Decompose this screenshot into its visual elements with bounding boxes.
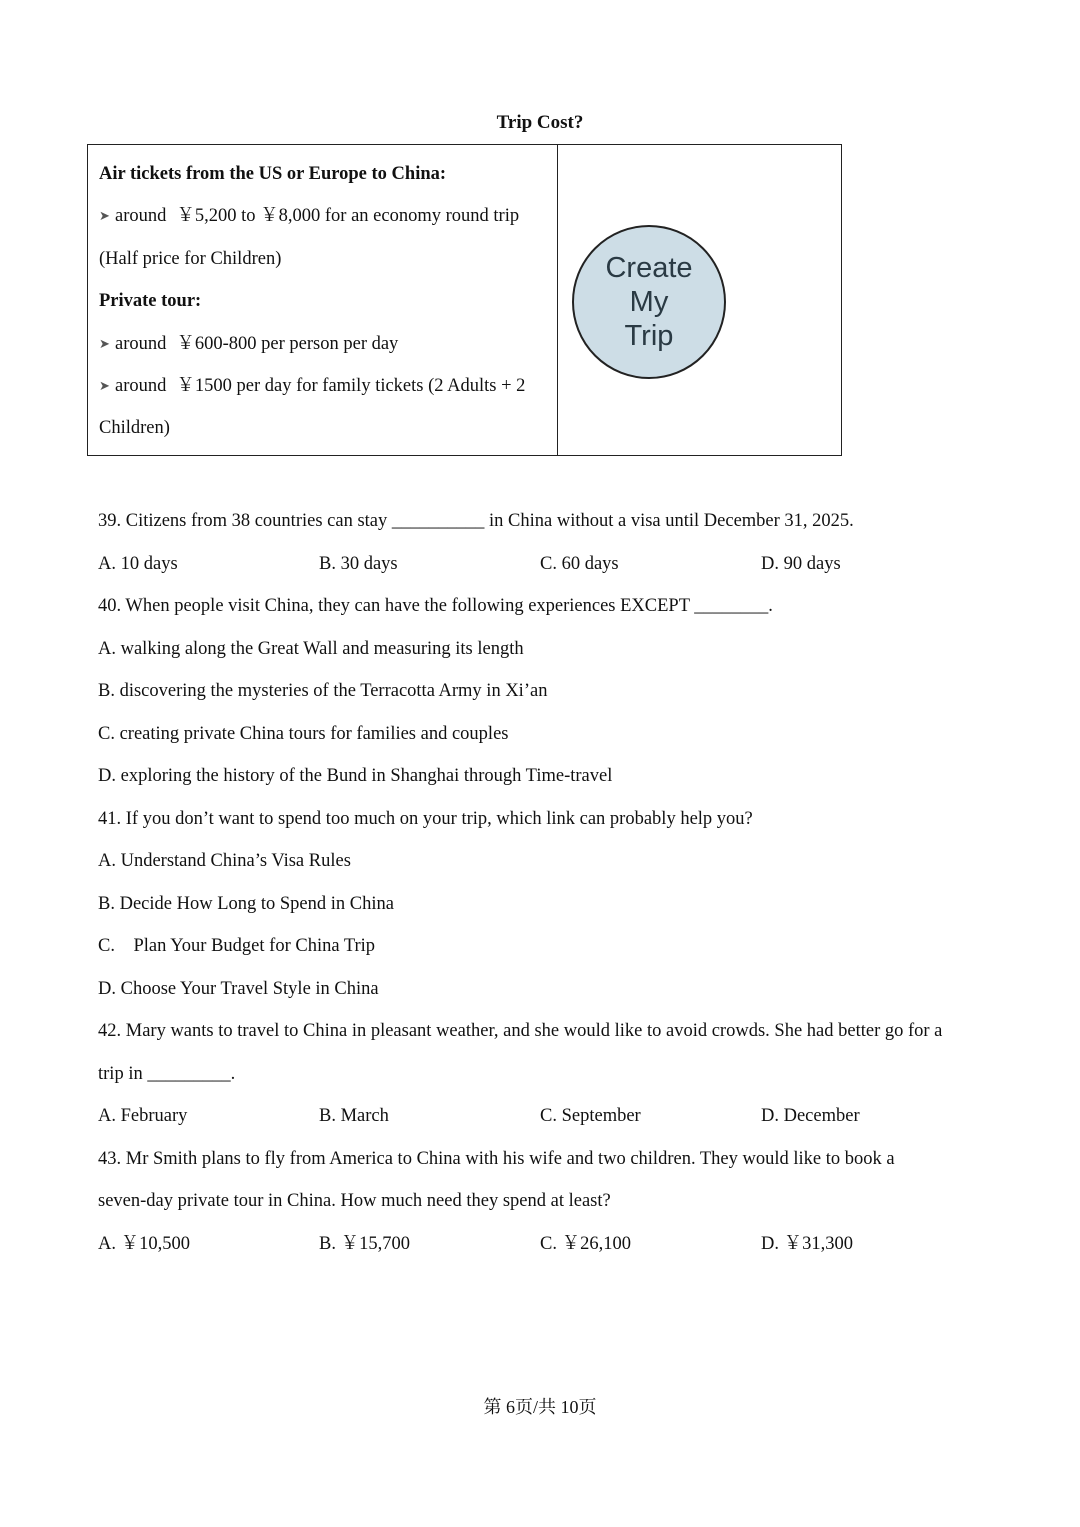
cost-details-cell xyxy=(99,145,554,450)
question-40: 40. When people visit China, they can have the following experiences EXCEPT ________. xyxy=(98,596,773,616)
option-b: B. March xyxy=(319,1106,389,1126)
option-c: C. Plan Your Budget for China Trip xyxy=(98,936,376,956)
option-a: A. February xyxy=(98,1106,188,1126)
private-tour-person-price: ➤ around ￥600-800 per person per day xyxy=(99,323,554,365)
question-41: 41. If you don’t want to spend too much on your trip, which link can probably help you? xyxy=(98,808,753,829)
option-b: B. ￥15,700 xyxy=(319,1233,410,1254)
option-b: B. Decide How Long to Spend in China xyxy=(98,893,394,914)
option-d: D. exploring the history of the Bund in Shanghai through Time-travel xyxy=(98,766,613,786)
option-b: B. 30 days xyxy=(319,553,398,574)
private-tour-family-cont: Children) xyxy=(99,418,170,439)
option-a: A. walking along the Great Wall and measuring its length xyxy=(98,638,524,659)
question-43-line-1: 43. Mr Smith plans to fly from America to China with his wife and two children. They would like to book a xyxy=(98,1148,895,1169)
question-list xyxy=(98,500,998,1265)
private-tour-heading: Private tour: xyxy=(99,291,202,312)
option-d: D. 90 days xyxy=(761,553,841,574)
option-c: C. creating private China tours for families and couples xyxy=(98,723,509,744)
question-42-line-2: trip in _________. xyxy=(98,1063,236,1084)
question-42-options xyxy=(98,1095,998,1138)
page-number: 第 6页/共 10页 xyxy=(483,1397,597,1417)
option-d: D. December xyxy=(761,1106,860,1126)
option-c: C. 60 days xyxy=(540,553,619,574)
air-tickets-heading: Air tickets from the US or Europe to China: xyxy=(99,164,447,184)
air-ticket-child-note: (Half price for Children) xyxy=(99,248,282,269)
question-39: 39. Citizens from 38 countries can stay __________ in China without a visa until December 31, 2025. xyxy=(98,511,854,531)
question-39-options xyxy=(98,543,998,586)
option-d: D. ￥31,300 xyxy=(761,1233,853,1254)
question-43-line-2: seven-day private tour in China. How much need they spend at least? xyxy=(98,1191,611,1211)
arrow-bullet-icon: ➤ xyxy=(99,335,110,351)
arrow-bullet-icon: ➤ xyxy=(99,208,110,224)
create-my-trip-button[interactable]: Create My Trip xyxy=(572,225,726,379)
trip-cost-table xyxy=(87,144,842,456)
option-c: C. September xyxy=(540,1106,641,1126)
option-d: D. Choose Your Travel Style in China xyxy=(98,978,379,999)
private-tour-family-price: ➤ around ￥1500 per day for family tickets (2 Adults + 2 xyxy=(99,365,554,407)
question-43-options xyxy=(98,1223,998,1266)
air-ticket-price-item: ➤ around ￥5,200 to ￥8,000 for an economy round trip xyxy=(99,195,554,237)
question-42-line-1: 42. Mary wants to travel to China in pleasant weather, and she would like to avoid crowds. She had better go for a xyxy=(98,1021,943,1041)
table-divider xyxy=(557,145,558,455)
trip-cost-title: Trip Cost? xyxy=(496,112,584,133)
option-a: A. ￥10,500 xyxy=(98,1233,190,1254)
option-a: A. 10 days xyxy=(98,553,178,574)
option-b: B. discovering the mysteries of the Terracotta Army in Xi’an xyxy=(98,681,548,701)
option-c: C. ￥26,100 xyxy=(540,1233,631,1254)
option-a: A. Understand China’s Visa Rules xyxy=(98,851,351,871)
arrow-bullet-icon: ➤ xyxy=(99,377,110,393)
